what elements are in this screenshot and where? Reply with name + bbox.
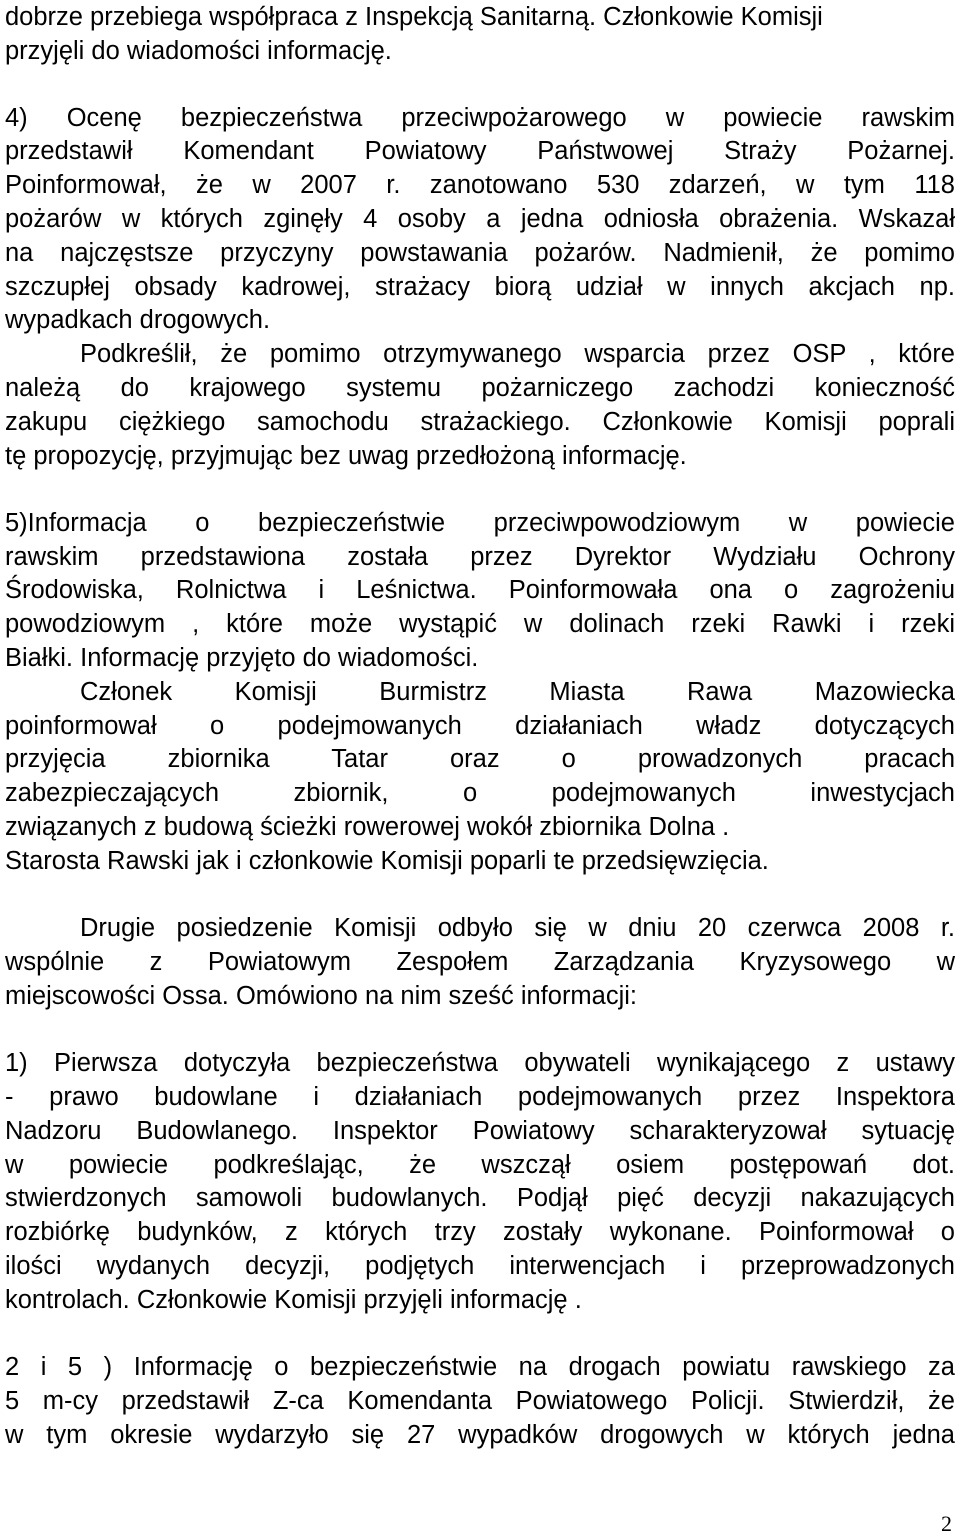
text-line: przyjęcia zbiornika Tatar oraz o prowadzonych pracach: [5, 745, 955, 773]
text-line: 1) Pierwsza dotyczyła bezpieczeństwa obywateli wynikającego z ustawy: [5, 1049, 955, 1077]
text-line: należą do krajowego systemu pożarniczego zachodzi konieczność: [5, 374, 955, 402]
text-line: dobrze przebiega współpraca z Inspekcją Sanitarną. Członkowie Komisji: [5, 3, 823, 31]
text-line: 4) Ocenę bezpieczeństwa przeciwpożarowego w powiecie rawskim: [5, 104, 955, 132]
text-line: przedstawił Komendant Powiatowy Państwowej Straży Pożarnej.: [5, 137, 955, 165]
page-number: 2: [941, 1511, 952, 1536]
text-line: 5 m-cy przedstawił Z-ca Komendanta Powiatowego Policji. Stwierdził, że: [5, 1387, 955, 1415]
text-line: powodziowym , które może wystąpić w dolinach rzeki Rawki i rzeki: [5, 610, 955, 638]
text-line: w tym okresie wydarzyło się 27 wypadków drogowych w których jedna: [5, 1421, 955, 1449]
text-line: poinformował o podejmowanych działaniach władz dotyczących: [5, 712, 955, 740]
text-line: 5)Informacja o bezpieczeństwie przeciwpowodziowym w powiecie: [5, 509, 955, 537]
text-line: Środowiska, Rolnictwa i Leśnictwa. Poinformowała ona o zagrożeniu: [5, 576, 955, 604]
text-line: rozbiórkę budynków, z których trzy zostały wykonane. Poinformował o: [5, 1218, 955, 1246]
text-line: Nadzoru Budowlanego. Inspektor Powiatowy scharakteryzował sytuację: [5, 1117, 955, 1145]
text-line: wspólnie z Powiatowym Zespołem Zarządzania Kryzysowego w: [5, 948, 955, 976]
text-line: w powiecie podkreślając, że wszczął osiem postępowań dot.: [5, 1151, 955, 1179]
text-line: miejscowości Ossa. Omówiono na nim sześć informacji:: [5, 982, 638, 1010]
text-line: Członek Komisji Burmistrz Miasta Rawa Mazowiecka: [80, 678, 955, 706]
text-line: kontrolach. Członkowie Komisji przyjęli informację .: [5, 1286, 582, 1314]
text-line: Białki. Informację przyjęto do wiadomości.: [5, 644, 479, 672]
text-line: zakupu ciężkiego samochodu strażackiego. Członkowie Komisji poprali: [5, 408, 955, 436]
text-line: pożarów w których zginęły 4 osoby a jedna odniosła obrażenia. Wskazał: [5, 205, 955, 233]
text-line: wypadkach drogowych.: [5, 306, 271, 334]
text-line: stwierdzonych samowoli budowlanych. Podjął pięć decyzji nakazujących: [5, 1184, 955, 1212]
text-line: szczupłej obsady kadrowej, strażacy biorą udział w innych akcjach np.: [5, 273, 955, 301]
text-line: Podkreślił, że pomimo otrzymywanego wsparcia przez OSP , które: [80, 340, 955, 368]
text-line: - prawo budowlane i działaniach podejmowanych przez Inspektora: [5, 1083, 955, 1111]
text-line: Starosta Rawski jak i członkowie Komisji poparli te przedsięwzięcia.: [5, 847, 769, 875]
text-line: rawskim przedstawiona została przez Dyrektor Wydziału Ochrony: [5, 543, 955, 571]
text-line: przyjęli do wiadomości informację.: [5, 37, 392, 65]
text-line: Drugie posiedzenie Komisji odbyło się w dniu 20 czerwca 2008 r.: [80, 914, 955, 942]
text-line: 2 i 5 ) Informację o bezpieczeństwie na drogach powiatu rawskiego za: [5, 1353, 955, 1381]
text-line: związanych z budową ścieżki rowerowej wokół zbiornika Dolna .: [5, 813, 730, 841]
text-line: ilości wydanych decyzji, podjętych interwencjach i przeprowadzonych: [5, 1252, 955, 1280]
text-line: na najczęstsze przyczyny powstawania pożarów. Nadmienił, że pomimo: [5, 239, 955, 267]
text-line: zabezpieczających zbiornik, o podejmowanych inwestycjach: [5, 779, 955, 807]
text-line: tę propozycję, przyjmując bez uwag przedłożoną informację.: [5, 442, 687, 470]
text-line: Poinformował, że w 2007 r. zanotowano 530 zdarzeń, w tym 118: [5, 171, 955, 199]
